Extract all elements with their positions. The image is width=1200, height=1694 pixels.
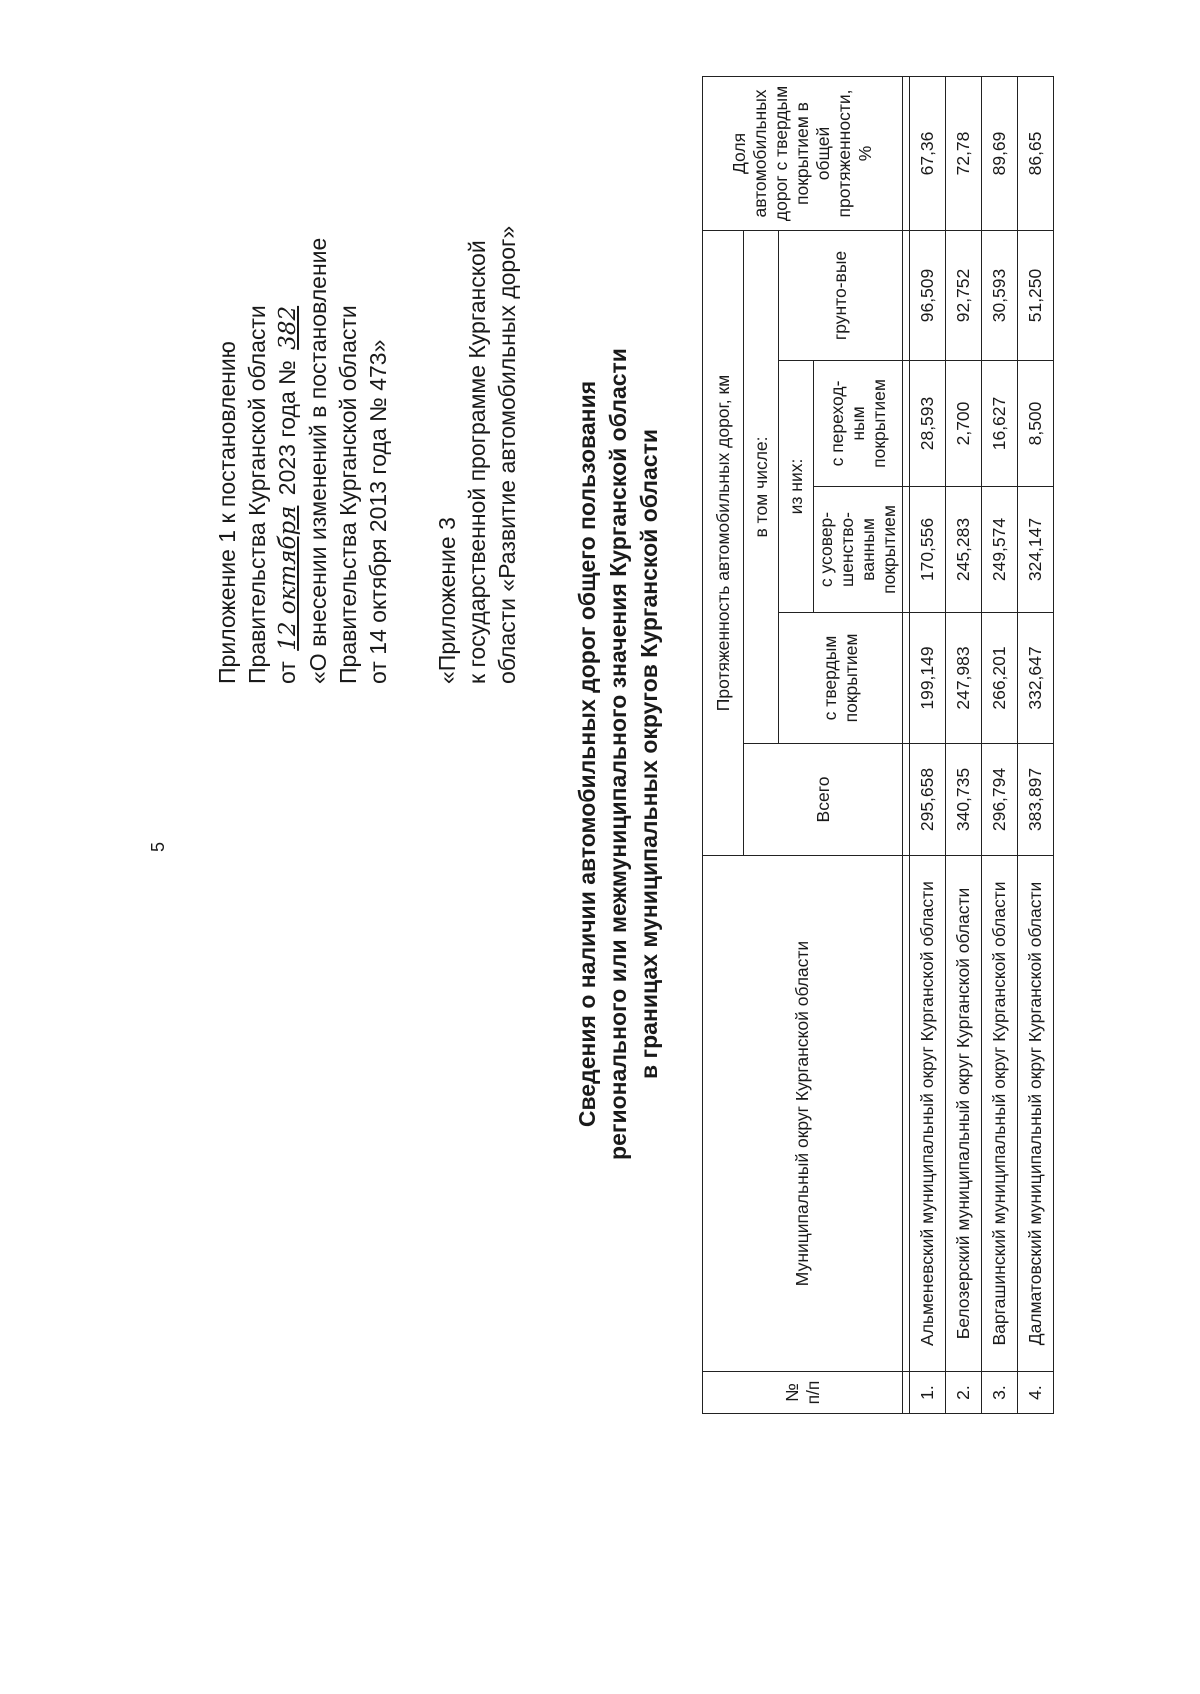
row-dirt: 96,509: [910, 230, 946, 360]
row-transitional: 2,700: [946, 361, 982, 487]
appendix-1-line: от 14 октября 2013 года № 473»: [365, 339, 391, 684]
row-hard: 247,983: [946, 613, 982, 744]
appendix-1-date-line: [272, 238, 303, 684]
date-mid: 2023 года №: [274, 360, 300, 496]
page-number: 5: [148, 841, 168, 852]
header-transitional: с переход-ным покрытием: [814, 361, 903, 487]
header-of-which: из них:: [779, 361, 814, 613]
row-hard: 266,201: [982, 613, 1018, 744]
date-prefix: от: [274, 661, 300, 684]
row-number: 2.: [946, 1372, 982, 1414]
appendix-3-line: области «Развитие автомобильных дорог»: [494, 225, 520, 684]
header-number: № п/п: [703, 1372, 903, 1414]
row-share: 72,78: [946, 76, 982, 230]
appendix-3-line: к государственной программе Курганской: [464, 240, 490, 684]
header-improved: с усовер-шенство-ванным покрытием: [814, 487, 903, 613]
row-district: Белозерский муниципальный округ Курганской области: [946, 856, 982, 1372]
header-district: Муниципальный округ Курганской области: [703, 856, 903, 1372]
row-improved: 249,574: [982, 487, 1018, 613]
row-transitional: 28,593: [910, 361, 946, 487]
row-hard: 199,149: [910, 613, 946, 744]
row-hard: 332,647: [1018, 613, 1054, 744]
row-dirt: 51,250: [1018, 230, 1054, 360]
row-total: 295,658: [910, 744, 946, 856]
handwritten-date: 12 октября: [275, 505, 301, 651]
document-title: [572, 254, 665, 1254]
appendix-1-line: Правительства Курганской области: [244, 305, 270, 684]
row-improved: 170,556: [910, 487, 946, 613]
row-number: 1.: [910, 1372, 946, 1414]
table-row: [982, 76, 1018, 1413]
row-transitional: 8,500: [1018, 361, 1054, 487]
row-improved: 324,147: [1018, 487, 1054, 613]
row-total: 340,735: [946, 744, 982, 856]
row-number: 4.: [1018, 1372, 1054, 1414]
row-number: 3.: [982, 1372, 1018, 1414]
appendix-3-line: «Приложение 3: [434, 517, 460, 684]
handwritten-number: 382: [275, 305, 301, 350]
header-share: Доля автомобильных дорог с твердым покрытием в общей протяженности, %: [703, 76, 903, 230]
header-length: Протяженность автомобильных дорог, км: [703, 230, 744, 855]
row-district: Варгашинский муниципальный округ Курганской области: [982, 856, 1018, 1372]
table-row: [1018, 76, 1054, 1413]
header-hard-surface: с твердым покрытием: [779, 613, 903, 744]
header-dirt: грунто-вые: [779, 230, 903, 360]
row-dirt: 30,593: [982, 230, 1018, 360]
row-transitional: 16,627: [982, 361, 1018, 487]
title-line: в границах муниципальных округов Курганской области: [636, 429, 662, 1079]
appendix-1-line: «О внесении изменений в постановление: [305, 237, 331, 684]
row-share: 67,36: [910, 76, 946, 230]
row-dirt: 92,752: [946, 230, 982, 360]
title-line: регионального или межмуниципального значения Курганской области: [605, 348, 631, 1160]
roads-table: [702, 76, 1054, 1414]
row-share: 89,69: [982, 76, 1018, 230]
row-improved: 245,283: [946, 487, 982, 613]
row-total: 296,794: [982, 744, 1018, 856]
row-district: Далматовский муниципальный округ Курганской области: [1018, 856, 1054, 1372]
title-line: Сведения о наличии автомобильных дорог общего пользования: [574, 380, 600, 1128]
appendix-1-header: [212, 238, 393, 684]
table-row: [946, 76, 982, 1413]
appendix-1-line: Приложение 1 к постановлению: [214, 341, 240, 684]
header-including: в том числе:: [744, 230, 779, 743]
appendix-3-header: [432, 226, 522, 684]
header-total: Всего: [744, 744, 903, 856]
table-row: [910, 76, 946, 1413]
row-total: 383,897: [1018, 744, 1054, 856]
appendix-1-line: Правительства Курганской области: [335, 305, 361, 684]
row-district: Альменевский муниципальный округ Курганской области: [910, 856, 946, 1372]
row-share: 86,65: [1018, 76, 1054, 230]
